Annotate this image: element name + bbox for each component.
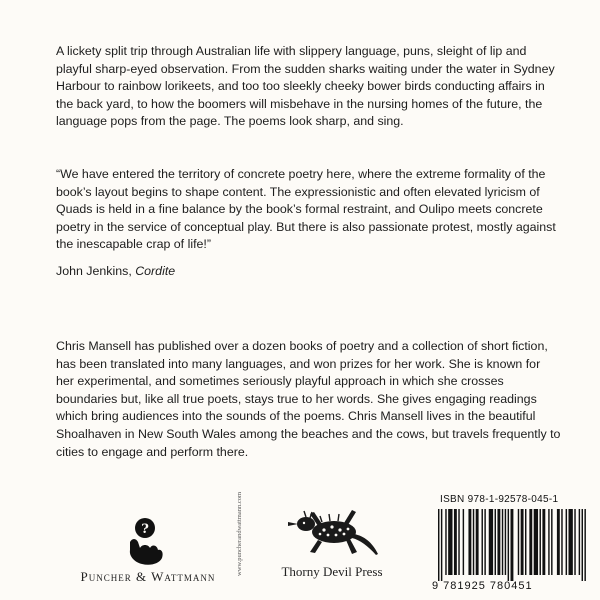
review-quote [56, 166, 561, 254]
attribution-name: John Jenkins, [56, 264, 136, 278]
publisher-logo [58, 516, 238, 586]
imprint-name: Thorny Devil Press [281, 564, 383, 579]
attribution-source: Cordite [135, 264, 176, 278]
quote-attribution [56, 263, 561, 281]
author-bio [56, 338, 561, 461]
publisher-url: www.puncherandwattmann.com [236, 491, 243, 577]
bio-text: Chris Mansell has published over a dozen books of poetry and a collection of short fiction, has been translated into many languages, and won prizes for her work. She is known for her experimental, and sometimes seriously playful approach in which she crosses boundaries but, like all true poets, stays true to her words. She gives engaging readings which bring audiences into the sounds of the poems. Chris Mansell lives in the beautiful Shoalhaven in New South Wales among the beaches and the cows, but travels frequently to cities to engage and perform there. [56, 339, 561, 459]
barcode-digits: 9 781925 780451 [432, 580, 533, 592]
imprint-logo [276, 502, 388, 592]
book-blurb [56, 43, 561, 131]
hand-holding-question-mark-icon [124, 516, 166, 566]
isbn-label: ISBN 978-1-92578-045-1 [440, 494, 559, 505]
blurb-text: A lickety split trip through Australian life with slippery language, puns, sleight of lip and playful sharp-eyed observation. From the sudden sharks waiting under the water in Sydney Harbour to rainbow lorikeets, and too too sleekly cheeky bower birds conducting affairs in the back yard, to how the boomers will misbehave in the nursing homes of the future, the language pops from the page. The poems look sharp, and sing. [56, 44, 555, 129]
thorny-devil-lizard-icon [282, 502, 382, 562]
isbn-barcode [432, 509, 592, 581]
svg-text:?: ? [141, 522, 149, 537]
publisher-name: Puncher & Wattmann [80, 569, 216, 584]
quote-text: “We have entered the territory of concrete poetry here, where the extreme formality of the book’s layout begins to shape content. The expressionistic and often elevated lyricism of Quads is held in a fine balance by the book’s formal restraint, and Oulipo meets concrete poetry in the service of conceptual play. But there is also passionate protest, mostly against the inescapable crap of life!” [56, 167, 556, 252]
